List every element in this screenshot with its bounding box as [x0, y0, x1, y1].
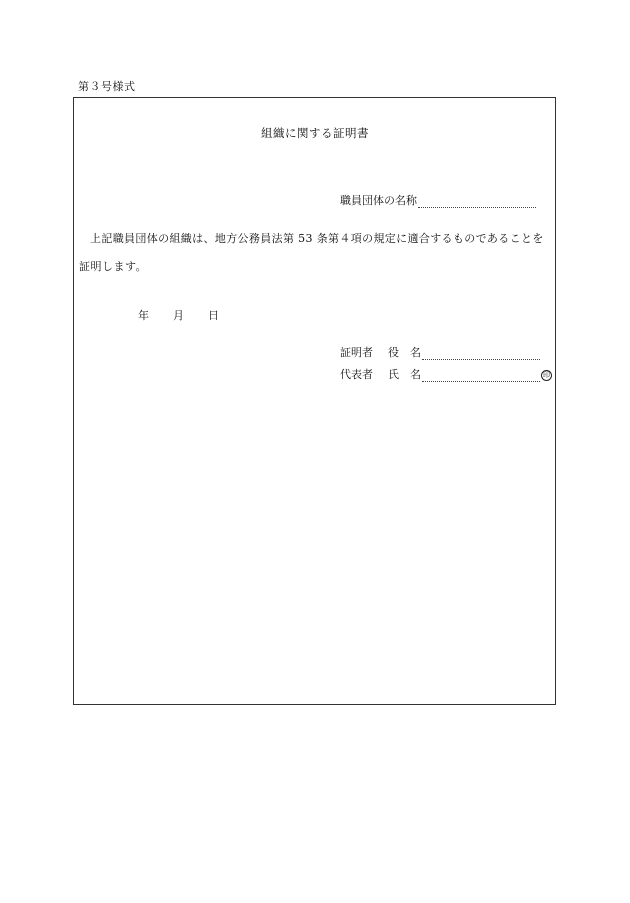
certifier-title-field: [340, 346, 540, 360]
document-frame: [73, 97, 556, 705]
form-number: 第３号様式: [78, 80, 136, 93]
org-name-label: 職員団体の名称: [340, 194, 417, 207]
representative-name-blank[interactable]: [422, 369, 540, 382]
representative-name-k1: 氏: [388, 368, 399, 381]
seal-mark: 印: [543, 371, 550, 379]
date-year-label: 年: [138, 309, 149, 322]
certifier-title-blank[interactable]: [422, 347, 540, 360]
representative-name-k2: 名: [410, 368, 421, 381]
document-title: 組織に関する証明書: [261, 126, 369, 140]
body-text-line-1: 上記職員団体の組織は、地方公務員法第 53 条第４項の規定に適合するものであることを: [90, 232, 544, 245]
date-month-label: 月: [173, 309, 184, 322]
certifier-title-k1: 役: [388, 346, 399, 359]
org-name-field: [340, 194, 536, 208]
org-name-blank[interactable]: [418, 195, 536, 208]
representative-label: 代表者: [340, 368, 373, 381]
certifier-title-k2: 名: [410, 346, 421, 359]
body-text-line-2: 証明します。: [79, 260, 148, 273]
representative-name-field: [340, 368, 552, 382]
date-day-label: 日: [208, 309, 219, 322]
certifier-label: 証明者: [340, 346, 373, 359]
